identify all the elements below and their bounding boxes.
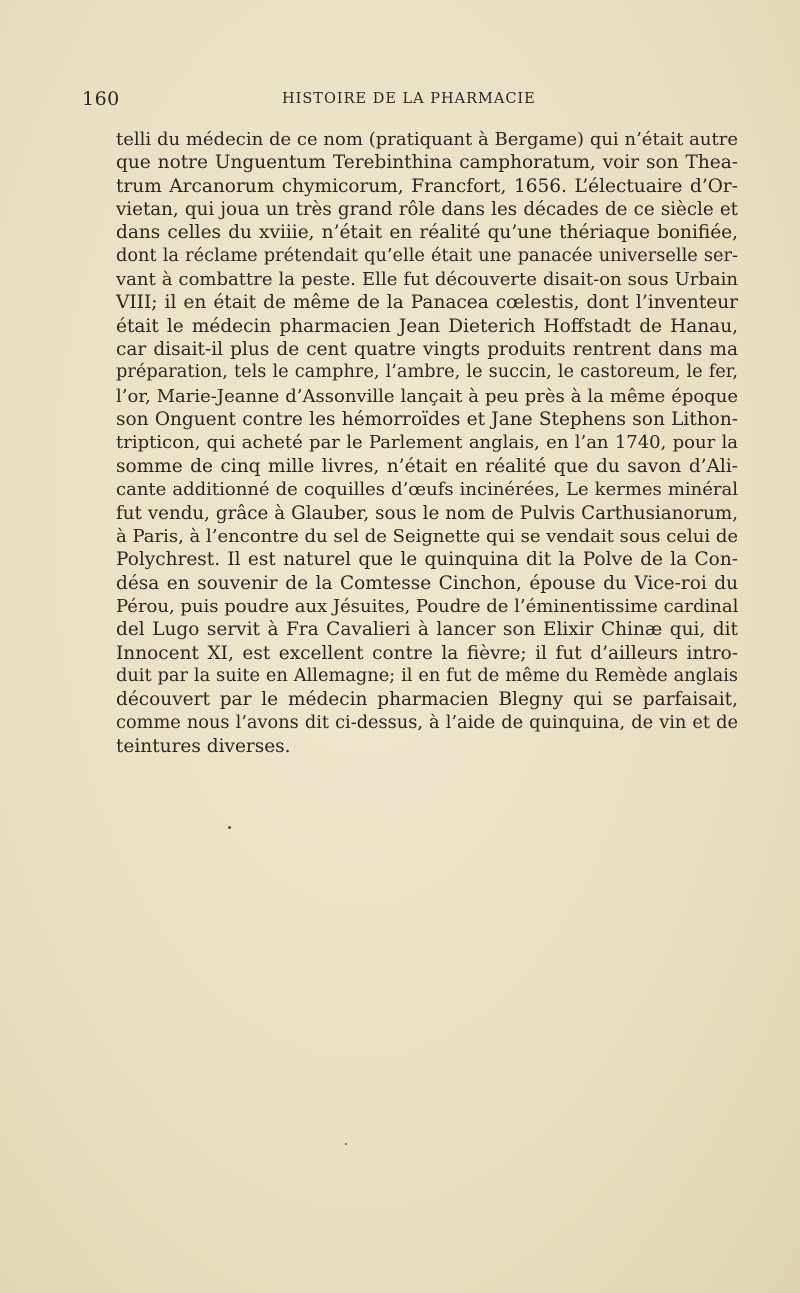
text-line: vietan, qui joua un très grand rôle dans les décades de ce siècle et <box>116 199 738 221</box>
text-line: à Paris, à l’encontre du sel de Seignette qui se vendait sous celui de <box>116 525 738 547</box>
text-line: l’or, Marie-Jeanne d’Assonville lançait à peu près à la même époque <box>116 385 738 407</box>
text-line: cante additionné de coquilles d’œufs incinérées, Le kermes minéral <box>116 479 738 501</box>
text-line: Innocent XI, est excellent contre la fièvre; il fut d’ailleurs intro- <box>116 642 738 664</box>
text-line: trum Arcanorum chymicorum, Francfort, 1656. L’électuaire d’Or- <box>116 175 738 197</box>
text-line: préparation, tels le camphre, l’ambre, le succin, le castoreum, le fer, <box>116 362 738 383</box>
text-line: que notre Unguentum Terebinthina camphoratum, voir son Thea- <box>116 152 738 174</box>
text-line: somme de cinq mille livres, n’était en réalité que du savon d’Ali- <box>116 455 738 477</box>
text-line: son Onguent contre les hémorroïdes et Jane Stephens son Lithon- <box>116 409 738 431</box>
text-line: VIII; il en était de même de la Panacea cœlestis, dont l’inventeur <box>116 292 738 314</box>
text-line: Polychrest. Il est naturel que le quinquina dit la Polve de la Con- <box>116 549 738 571</box>
running-title: HISTOIRE DE LA PHARMACIE <box>282 91 536 107</box>
page-header <box>82 88 738 112</box>
text-line: Pérou, puis poudre aux Jésuites, Poudre de l’éminentissime cardinal <box>116 595 739 617</box>
text-line: duit par la suite en Allemagne; il en fut de même du Remède anglais <box>116 665 738 686</box>
text-line: découvert par le médecin pharmacien Blegny qui se parfaisait, <box>116 689 738 711</box>
paper-speck <box>228 826 231 829</box>
text-line: teintures diverses. <box>116 735 291 757</box>
body-text <box>116 128 738 758</box>
text-line: comme nous l’avons dit ci-dessus, à l’aide de quinquina, de vin et de <box>116 712 738 733</box>
text-line: dans celles du xviiie, n’était en réalité qu’une thériaque bonifiée, <box>116 222 738 244</box>
text-line: telli du médecin de ce nom (pratiquant à Bergame) qui n’était autre <box>116 129 738 150</box>
text-line: dont la réclame prétendait qu’elle était une panacée universelle ser- <box>116 245 738 266</box>
text-line: tripticon, qui acheté par le Parlement anglais, en l’an 1740, pour la <box>116 432 738 454</box>
text-line: désa en souvenir de la Comtesse Cinchon, épouse du Vice-roi du <box>116 572 738 594</box>
text-line: fut vendu, grâce à Glauber, sous le nom de Pulvis Carthusianorum, <box>116 502 738 524</box>
text-line: del Lugo servit à Fra Cavalieri à lancer son Elixir Chinæ qui, dit <box>116 619 738 641</box>
page-number: 160 <box>82 88 120 110</box>
text-line: vant à combattre la peste. Elle fut découverte disait-on sous Urbain <box>116 269 738 291</box>
paper-speck <box>345 1143 347 1145</box>
text-line: car disait-il plus de cent quatre vingts produits rentrent dans ma <box>116 339 738 361</box>
text-line: était le médecin pharmacien Jean Dieterich Hoffstadt de Hanau, <box>116 315 738 337</box>
